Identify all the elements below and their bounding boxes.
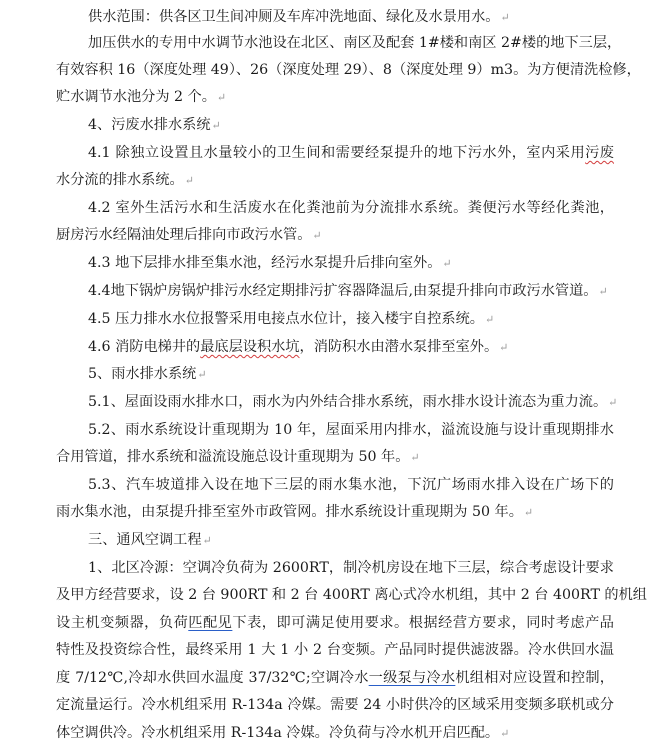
spellcheck-underline: 最底层设积水坑 xyxy=(200,339,300,355)
grammar-underline: 一级泵与冷水 xyxy=(368,670,456,686)
text-line xyxy=(88,472,614,498)
text-line xyxy=(56,692,614,718)
line-text: 厨房污水经隔油处理后排向市政污水管。 xyxy=(56,227,312,243)
line-text: 机组相对应设置和控制， xyxy=(455,670,614,686)
line-text: 4.6 消防电梯井的 xyxy=(88,339,201,355)
line-text: 4.5 压力排水水位报警采用电接点水位计，接入楼宇自控系统。 xyxy=(88,311,484,327)
line-text: 1、北区冷源：空调冷负荷为 2600RT，制冷机房设在地下三层，综合考虑设计要求 xyxy=(88,560,614,576)
text-line xyxy=(56,720,509,746)
text-line xyxy=(88,389,617,415)
text-line xyxy=(88,30,622,56)
line-text: 水分流的排水系统。 xyxy=(56,172,184,188)
paragraph-mark-icon: ↵ xyxy=(598,285,608,298)
text-line xyxy=(56,499,533,525)
line-text: ，消防积水由潜水泵排至室外。 xyxy=(299,339,499,355)
line-text: 加压供水的专用中水调节水池设在北区、南区及配套 1#楼和南区 2#楼的地下三层， xyxy=(88,35,622,51)
line-text: 4.2 室外生活污水和生活废水在化粪池前为分流排水系统。粪便污水等经化粪池， xyxy=(88,200,614,216)
text-line xyxy=(56,57,641,83)
text-line xyxy=(56,637,614,663)
text-line xyxy=(88,555,614,581)
paragraph-mark-icon: ↵ xyxy=(484,313,495,326)
text-line xyxy=(88,306,494,332)
paragraph-mark-icon: ↵ xyxy=(500,727,510,740)
line-text: 合用管道，排水系统和溢流设施总设计重现期为 50 年。 xyxy=(56,449,410,465)
text-line xyxy=(56,610,614,636)
text-line xyxy=(88,140,614,166)
paragraph-mark-icon: ↵ xyxy=(500,11,510,24)
text-line xyxy=(56,444,420,470)
paragraph-mark-icon: ↵ xyxy=(197,368,207,381)
line-text: 下表，即可满足使用要求。根据经营方要求，同时考虑产品 xyxy=(232,615,614,631)
line-text: 4、污废水排水系统 xyxy=(88,117,211,133)
line-text: 4.4地下锅炉房锅炉排污水经定期排污扩容器降温后,由泵提升排向市政污水管道。 xyxy=(88,283,598,299)
line-text: 定流量运行。冷水机组采用 R-134a 冷媒。需要 24 小时供冷的区域采用变频多联机或分 xyxy=(56,697,614,713)
paragraph-mark-icon: ↵ xyxy=(410,451,420,464)
line-text: 特性及投资综合性，最终采用 1 大 1 小 2 台变频。产品同时提供滤波器。冷水供回水温 xyxy=(56,642,614,658)
line-text: 雨水集水池，由泵提升排至室外市政管网。排水系统设计重现期为 50 年。 xyxy=(56,504,523,520)
line-text: 三、通风空调工程 xyxy=(88,532,202,548)
line-text: 度 7/12℃,冷却水供回水温度 37/32℃;空调冷水 xyxy=(56,670,369,686)
text-line xyxy=(88,250,452,276)
paragraph-mark-icon: ↵ xyxy=(312,229,322,242)
line-text: 供水范围：供各区卫生间冲厕及车库冲洗地面、绿化及水景用水。 xyxy=(88,9,500,25)
text-line xyxy=(56,167,194,193)
spellcheck-underline: 污废 xyxy=(585,145,614,161)
paragraph-mark-icon: ↵ xyxy=(216,91,227,104)
paragraph-mark-icon: ↵ xyxy=(442,257,452,270)
paragraph-mark-icon: ↵ xyxy=(523,506,534,519)
grammar-underline: 匹配见 xyxy=(188,615,233,631)
text-line xyxy=(56,665,614,691)
line-text: 体空调供冷。冷水机组采用 R-134a 冷媒。冷负荷与冷水机开启匹配。 xyxy=(56,725,500,741)
text-line xyxy=(88,112,221,138)
text-line xyxy=(56,582,647,608)
line-text: 贮水调节水池分为 2 个。 xyxy=(56,89,216,105)
line-text: 5、雨水排水系统 xyxy=(88,366,197,382)
paragraph-mark-icon: ↵ xyxy=(202,534,212,547)
line-text: 4.3 地下层排水排至集水池，经污水泵提升后排向室外。 xyxy=(88,255,442,271)
line-text: 5.2、雨水系统设计重现期为 10 年，屋面采用内排水，溢流设施与设计重现期排水 xyxy=(88,422,614,438)
text-line xyxy=(88,417,614,443)
paragraph-mark-icon: ↵ xyxy=(608,396,618,409)
line-text: 5.1、屋面设雨水排水口，雨水为内外结合排水系统，雨水排水设计流态为重力流。 xyxy=(88,394,608,410)
text-line xyxy=(88,278,608,304)
paragraph-mark-icon: ↵ xyxy=(211,119,221,132)
text-line xyxy=(88,361,207,387)
line-text: 5.3、汽车坡道排入设在地下三层的雨水集水池，下沉广场雨水排入设在广场下的 xyxy=(88,477,614,493)
paragraph-mark-icon: ↵ xyxy=(499,341,509,354)
paragraph-mark-icon: ↵ xyxy=(184,174,194,187)
line-text: 及甲方经营要求，设 2 台 900RT 和 2 台 400RT 离心式冷水机组，其中 2 台 400RT 的机组 xyxy=(56,587,647,603)
text-line xyxy=(56,222,322,248)
text-line xyxy=(88,195,614,221)
text-line xyxy=(56,84,226,110)
line-text: 4.1 除独立设置且水量较小的卫生间和需要经泵提升的地下污水外，室内采用 xyxy=(88,145,586,161)
text-line xyxy=(88,4,510,30)
text-line xyxy=(88,527,212,553)
text-line xyxy=(88,334,508,360)
line-text: 设主机变频器，负荷 xyxy=(56,615,189,631)
line-text: 有效容积 16（深度处理 49）、26（深度处理 29）、8（深度处理 9）m3。为方便清洗检修， xyxy=(56,62,641,78)
